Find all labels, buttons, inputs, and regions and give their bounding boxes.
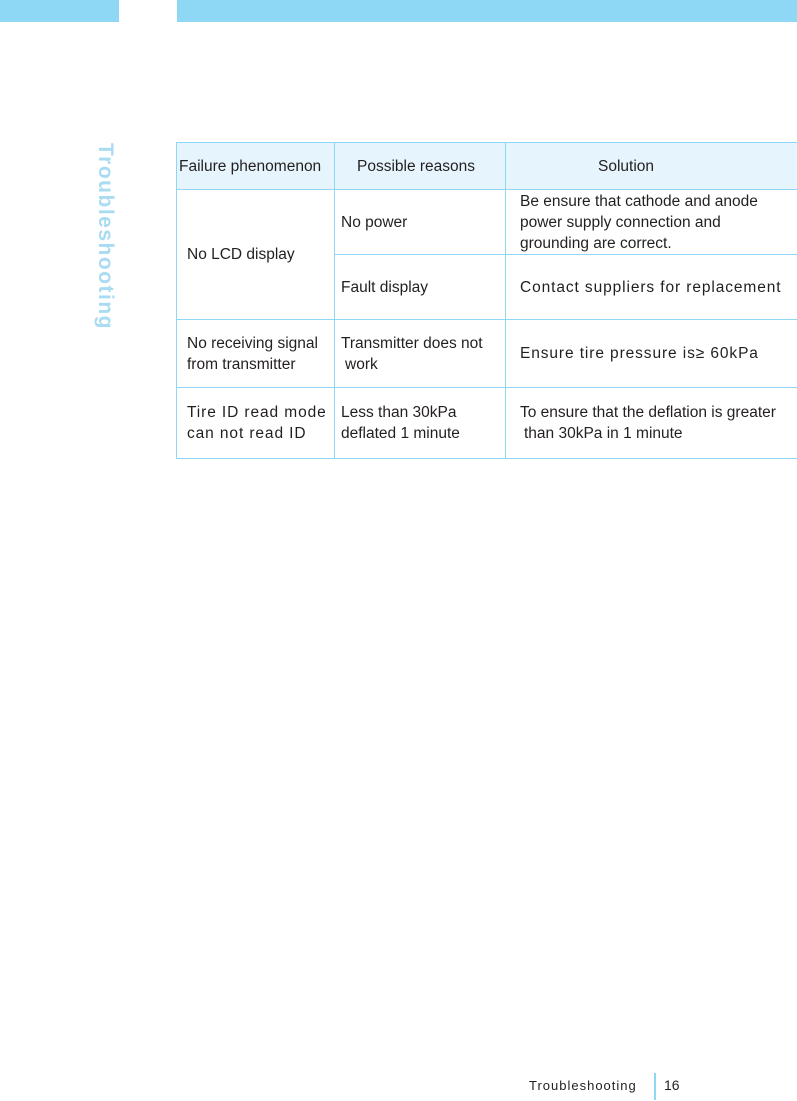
page-number: 16 bbox=[664, 1077, 680, 1093]
header-failure-phenomenon: Failure phenomenon bbox=[177, 143, 335, 190]
solution-text: Contact suppliers for replacement bbox=[520, 278, 782, 296]
table-row bbox=[177, 388, 797, 459]
section-side-title: Troubleshooting bbox=[94, 143, 117, 330]
solution-line: power supply connection and bbox=[520, 213, 721, 231]
solution-line: grounding are correct. bbox=[520, 234, 672, 252]
reason-line: work bbox=[345, 355, 378, 373]
phenomenon-line: can not read ID bbox=[187, 425, 307, 442]
footer-divider bbox=[654, 1073, 656, 1100]
solution-cell bbox=[506, 320, 797, 388]
reason-cell bbox=[335, 388, 506, 459]
reason-text: Fault display bbox=[341, 278, 429, 296]
reason-line: Transmitter does not bbox=[341, 334, 483, 352]
reason-line: deflated 1 minute bbox=[341, 425, 460, 442]
reason-line: Less than 30kPa bbox=[341, 404, 457, 421]
header-bar-right bbox=[177, 0, 797, 22]
phenomenon-cell bbox=[177, 190, 335, 320]
footer-section-label: Troubleshooting bbox=[529, 1078, 637, 1093]
reason-cell bbox=[335, 320, 506, 388]
solution-line: than 30kPa in 1 minute bbox=[524, 425, 683, 442]
solution-cell bbox=[506, 255, 797, 320]
solution-line: Be ensure that cathode and anode bbox=[520, 192, 758, 210]
phenomenon-text: No LCD display bbox=[187, 246, 295, 263]
table-header-row bbox=[177, 143, 797, 190]
solution-cell bbox=[506, 190, 797, 255]
solution-text: Ensure tire pressure is≥ 60kPa bbox=[520, 345, 759, 362]
phenomenon-cell bbox=[177, 320, 335, 388]
table-row bbox=[177, 190, 797, 255]
phenomenon-line: from transmitter bbox=[187, 355, 296, 373]
solution-cell bbox=[506, 388, 797, 459]
table-row bbox=[177, 320, 797, 388]
reason-text: No power bbox=[341, 213, 408, 231]
phenomenon-line: Tire ID read mode bbox=[187, 404, 327, 421]
phenomenon-line: No receiving signal bbox=[187, 334, 318, 352]
reason-cell bbox=[335, 255, 506, 320]
phenomenon-cell bbox=[177, 388, 335, 459]
header-solution: Solution bbox=[506, 143, 797, 190]
solution-line: To ensure that the deflation is greater bbox=[520, 404, 776, 421]
reason-cell bbox=[335, 190, 506, 255]
header-possible-reasons: Possible reasons bbox=[335, 143, 506, 190]
header-bar-left bbox=[0, 0, 119, 22]
troubleshooting-table bbox=[176, 142, 797, 459]
